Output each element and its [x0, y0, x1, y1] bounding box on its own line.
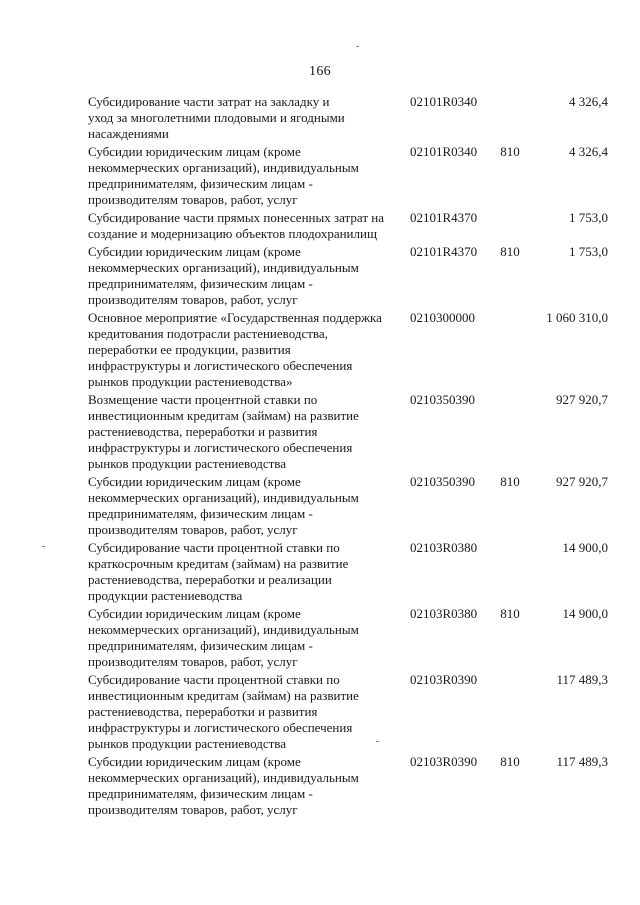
expense-name-line: переработки ее продукции, развития [88, 342, 291, 357]
amount: 4 326,4 [569, 94, 608, 109]
expense-name-line: рынков продукции растениеводства [88, 736, 287, 751]
table-row [88, 310, 608, 390]
expense-name-line: Возмещение части процентной ставки по [88, 392, 318, 407]
expense-name-line: уход за многолетними плодовыми и ягодными [88, 110, 345, 125]
expense-name-line: Субсидии юридическим лицам (кроме [88, 244, 301, 259]
expense-name-line: продукции растениеводства [88, 588, 243, 603]
expense-name-line: инвестиционным кредитам (займам) на развитие [88, 688, 359, 703]
expense-name-line: предпринимателям, физическим лицам - [88, 786, 313, 801]
expense-name-line: производителям товаров, работ, услуг [88, 292, 298, 307]
expense-name [88, 606, 410, 670]
target-article-code: 02101R4370 [410, 210, 478, 225]
expense-name-line: предпринимателям, физическим лицам - [88, 276, 313, 291]
amount: 14 900,0 [562, 606, 608, 621]
target-article-code: 02103R0380 [410, 606, 478, 621]
table-row [88, 754, 608, 818]
target-article-code: 0210300000 [410, 310, 475, 325]
expense-name-line: инфраструктуры и логистического обеспечения [88, 720, 353, 735]
amount: 1 060 310,0 [546, 310, 608, 325]
expense-type-code: 810 [500, 244, 520, 259]
expense-name [88, 244, 410, 308]
table-row [88, 210, 608, 242]
expense-name-line: кредитования подотрасли растениеводства, [88, 326, 328, 341]
target-article-code: 0210350390 [410, 474, 475, 489]
budget-table [88, 94, 608, 820]
expense-name-line: производителям товаров, работ, услуг [88, 654, 298, 669]
target-article-code: 02101R0340 [410, 144, 478, 159]
expense-name-line: рынков продукции растениеводства» [88, 374, 293, 389]
expense-name-line: растениеводства, переработки и развития [88, 424, 318, 439]
expense-name-line: предпринимателям, физическим лицам - [88, 638, 313, 653]
expense-name-line: Субсидии юридическим лицам (кроме [88, 474, 301, 489]
table-row [88, 474, 608, 538]
scan-speck [42, 546, 45, 547]
expense-type-code: 810 [500, 606, 520, 621]
expense-name-line: Субсидии юридическим лицам (кроме [88, 144, 301, 159]
amount: 117 489,3 [556, 672, 608, 687]
expense-name-line: производителям товаров, работ, услуг [88, 522, 298, 537]
amount: 1 753,0 [569, 210, 608, 225]
amount: 927 920,7 [556, 474, 608, 489]
expense-name-line: Субсидии юридическим лицам (кроме [88, 754, 301, 769]
expense-name [88, 392, 410, 472]
expense-name [88, 540, 410, 604]
expense-name-line: насаждениями [88, 126, 169, 141]
amount: 4 326,4 [569, 144, 608, 159]
expense-type-code: 810 [500, 144, 520, 159]
expense-name-line: некоммерческих организаций), индивидуальным [88, 260, 359, 275]
target-article-code: 02103R0390 [410, 754, 478, 769]
target-article-code: 02101R4370 [410, 244, 478, 259]
expense-name-line: производителям товаров, работ, услуг [88, 192, 298, 207]
expense-name [88, 94, 410, 142]
expense-name-line: растениеводства, переработки и развития [88, 704, 318, 719]
expense-name-line: Основное мероприятие «Государственная поддержка [88, 310, 382, 325]
expense-name-line: Субсидирование части прямых понесенных затрат на [88, 210, 384, 225]
expense-name-line: Субсидии юридическим лицам (кроме [88, 606, 301, 621]
target-article-code: 02103R0390 [410, 672, 478, 687]
expense-name-line: производителям товаров, работ, услуг [88, 802, 298, 817]
expense-name-line: предпринимателям, физическим лицам - [88, 506, 313, 521]
expense-name-line: Субсидирование части затрат на закладку и [88, 94, 330, 109]
table-row [88, 392, 608, 472]
expense-name-line: некоммерческих организаций), индивидуальным [88, 622, 359, 637]
expense-name-line: инфраструктуры и логистического обеспечения [88, 358, 353, 373]
expense-name-line: Субсидирование части процентной ставки по [88, 540, 340, 555]
expense-name-line: некоммерческих организаций), индивидуальным [88, 770, 359, 785]
expense-type-code: 810 [500, 754, 520, 769]
expense-name-line: растениеводства, переработки и реализации [88, 572, 332, 587]
page-number: 166 [309, 64, 331, 79]
expense-name-line: предпринимателям, физическим лицам - [88, 176, 313, 191]
expense-name [88, 754, 410, 818]
target-article-code: 0210350390 [410, 392, 475, 407]
amount: 117 489,3 [556, 754, 608, 769]
target-article-code: 02101R0340 [410, 94, 478, 109]
expense-name-line: рынков продукции растениеводства [88, 456, 287, 471]
table-row [88, 672, 608, 752]
amount: 1 753,0 [569, 244, 608, 259]
scan-speck [356, 46, 359, 47]
expense-name-line: некоммерческих организаций), индивидуальным [88, 160, 359, 175]
amount: 927 920,7 [556, 392, 608, 407]
expense-name [88, 144, 410, 208]
expense-name-line: некоммерческих организаций), индивидуальным [88, 490, 359, 505]
expense-name-line: создание и модернизацию объектов плодохранилищ [88, 226, 377, 241]
expense-name [88, 474, 410, 538]
expense-name-line: Субсидирование части процентной ставки по [88, 672, 340, 687]
table-row [88, 144, 608, 208]
table-row [88, 94, 608, 142]
expense-name-line: инфраструктуры и логистического обеспечения [88, 440, 353, 455]
expense-name-line: инвестиционным кредитам (займам) на развитие [88, 408, 359, 423]
expense-type-code: 810 [500, 474, 520, 489]
amount: 14 900,0 [562, 540, 608, 555]
expense-name [88, 672, 410, 752]
table-row [88, 244, 608, 308]
table-row [88, 540, 608, 604]
expense-name-line: краткосрочным кредитам (займам) на развитие [88, 556, 349, 571]
expense-name [88, 310, 410, 390]
expense-name [88, 210, 410, 242]
target-article-code: 02103R0380 [410, 540, 478, 555]
table-row [88, 606, 608, 670]
